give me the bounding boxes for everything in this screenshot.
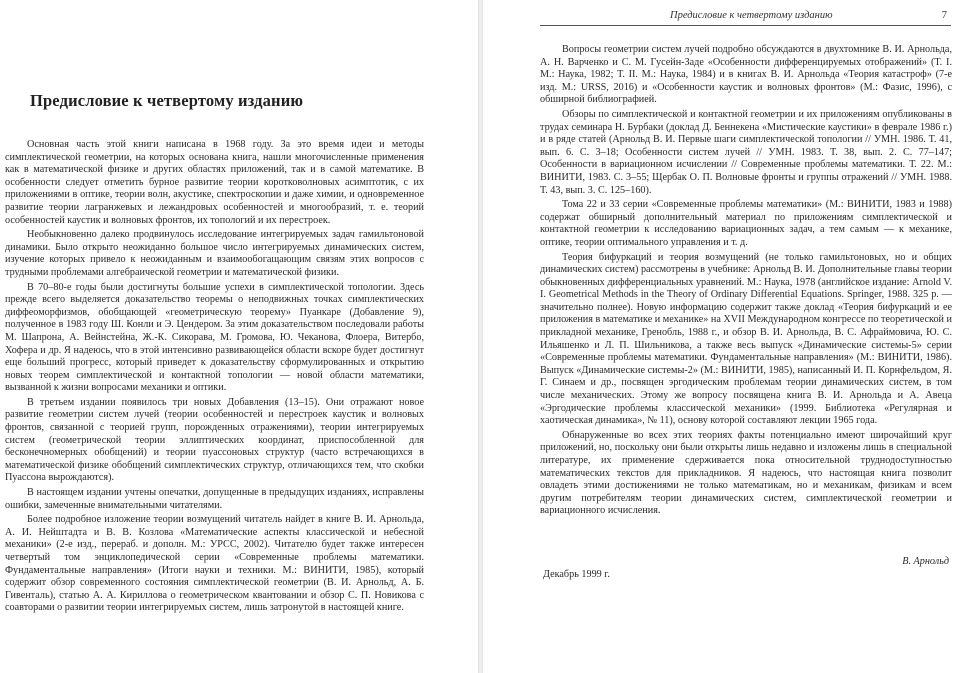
paragraph: Вопросы геометрии систем лучей подробно обсуждаются в двухтомнике В. И. Арнольда, А. Н. Варченко и С. М. Гусейн-Заде «Особенности дифференцируемых отображений» (Т. I. М.: Наука, 1982; Т. II. М.: Наука, 1984) и в книгах В. И. Арнольда «Теория катастроф» (7-е изд. М.: URSS, 2016) и «Особенности каустик и волновых фронтов» (М.: Фазис, 1996), с обширной библиографией. <box>540 44 952 106</box>
paragraph: Тома 22 и 33 серии «Современные проблемы математики» (М.: ВИНИТИ, 1983 и 1988) содержат обширный дополнительный материал по приложениям симплектической и контактной геометрии к исследованию вариационных задач, а тем самым — к механике, оптике, теории оптимального управления и т. д. <box>540 199 952 248</box>
paragraph: Обнаруженные во всех этих теориях факты потенциально имеют широчайший круг приложений, но, поскольку они были открыты лишь недавно и изложены лишь в специальной литературе, их применение сдерживается пока относительной труднодоступностью математических текстов для прикладников. Я надеюсь, что настоящая книга позволит овладеть этими достижениями не только математикам, но и механикам, физикам и всем другим потребителям теории динамических систем, симплектической геометрии и вариационного исчисления. <box>540 429 952 517</box>
right-page-body <box>540 44 952 520</box>
paragraph: Обзоры по симплектической и контактной геометрии и их приложениям опубликованы в трудах семинара Н. Бурбаки (доклад Д. Беннекена «Мистические каустики» в феврале 1986 г.) и в ряде статей (Арнольд В. И. Первые шаги симплектической топологии // УМН. 1986. Т. 41, вып. 6. С. 3–18; Особенности систем лучей // УМН. 1983. Т. 38, вып. 2. С. 77–147; Особенности в вариационном исчислении // Современные проблемы математики. Т. 22. М.: ВИНИТИ, 1983. С. 3–55; Щербак О. П. Волновые фронты и группы отражений // УМН. 1988. Т. 43, вып. 3. С. 125–160). <box>540 108 952 196</box>
page-number: 7 <box>941 10 947 21</box>
author-signature: В. Арнольд <box>902 556 949 567</box>
paragraph: В настоящем издании учтены опечатки, допущенные в предыдущих изданиях, исправлены ошибки, замеченные внимательными читателями. <box>5 487 424 511</box>
left-page-body <box>5 139 424 617</box>
right-page <box>483 0 961 673</box>
paragraph: В 70–80-е годы были достигнуты большие успехи в симплектической топологии. Здесь прежде всего выделяется доказательство теоремы о неподвижных точках симплектических диффеоморфизмов, обобщающей «геометрическую теорему» Пуанкаре (Добавление 9), полученное в 1983 году Ш. Конли и Э. Цендером. За этим доказательством последовали работы М. Шапрона, А. Вейнстейна, Ж.-К. Сикорава, М. Громова, Ю. Чеканова, Флоера, Витербо, Хофера и др. Я надеюсь, что в этой интенсивно развивающейся области вскоре будет достигнут еще больший прогресс, который приведет к доказательству сформулированных и открытию новых теорем симплектической и контактной топологии — новой области математики, вызванной к жизни вопросами механики и оптики. <box>5 281 424 394</box>
left-page <box>0 0 478 673</box>
paragraph: Основная часть этой книги написана в 1968 году. За это время идеи и методы симплектической геометрии, на которых основана книга, нашли многочисленные применения как в математической физике и других областях приложений, так и в самой математике. В особенности следует отметить бурное развитие теории коротковолновых асимптотик, с их приложениями в оптике, теории волн, акустике, спектроскопии и даже химии, и одновременное развитие теории лагранжевых и лежандровых особенностей и многообразий, т. е. теорий особенностей каустик и волновых фронтов, их топологий и их перестроек. <box>5 139 424 226</box>
preface-date: Декабрь 1999 г. <box>543 569 610 580</box>
running-title: Предисловие к четвертому изданию <box>670 10 833 21</box>
paragraph: Необыкновенно далеко продвинулось исследование интегрируемых задач гамильтоновой динамики. Было открыто неожиданно большое число интегрируемых динамических систем, изучение которых привело к неожиданным и взаимообогащающим связям этих вопросов с трудными проблемами алгебраической геометрии и математической физики. <box>5 229 424 278</box>
paragraph: Теория бифуркаций и теория возмущений (не только гамильтоновых, но и общих динамических систем) рассмотрены в учебнике: Арнольд В. И. Дополнительные главы теории обыкновенных дифференциальных уравнений. М.: Наука, 1978 (английское издание: Arnold V. I. Geometrical Methods in the Theory of Ordinary Differential Equations. Springer, 1988. 325 p. — значительно полнее). Новую информацию содержит также доклад «Теория бифуркаций и ее приложения в математике и механике» на XVII Международном конгрессе по теоретической и прикладной механике, Гренобль, 1988 г., и обзор В. И. Арнольда, В. С. Афраймовича, Ю. С. Ильяшенко и Л. П. Шильникова, а также весь выпуск «Динамические системы-5» серии «Современные проблемы математики. Фундаментальные направления» (М.: ВИНИТИ, 1986). Выпуск «Динамические системы-2» (М.: ВИНИТИ, 1985), написанный И. П. Корнфельдом, Я. Г. Синаем и др., посвящен эргодическим проблемам теории динамических систем, в том числе механических. Этому же вопросу посвящена книга В. И. Арнольда и А. Авеца «Эргодические проблемы классической механики» (1999. Библиотека «Регулярная и хаотическая динамика», № 11), основу которой составляют лекции 1965 года. <box>540 251 952 427</box>
running-header <box>540 9 951 26</box>
paragraph: В третьем издании появилось три новых Добавления (13–15). Они отражают новое развитие геометрии систем лучей (теории особенностей и перестроек каустик и волновых фронтов, связанной с теорией групп, порожденных отражениями), теории интегрируемых систем (геометрической теории эллиптических координат, приспособленной для бесконечномерных обобщений) и теории пуассоновых структур (часто встречающихся в математической физике обобщений симплектических структур, отличающихся тем, что скобки Пуассона вырождаются). <box>5 396 424 484</box>
paragraph: Более подробное изложение теории возмущений читатель найдет в книге В. И. Арнольда, А. И. Нейштадта и В. В. Козлова «Математические аспекты классической и небесной механики» (2-е изд., перераб. и дополн. М.: УРСС, 2002). Читателю будет также интересен четвертый том энциклопедической серии «Современные проблемы математики. Фундаментальные направления» (Итоги науки и техники. М.: ВИНИТИ, 1985), который содержит обзор современного состояния симплектической геометрии (В. И. Арнольд, А. Б. Гивенталь), статью А. А. Кириллова о геометрическом квантовании и обзор С. П. Новикова с соавторами о развитии теории интегрируемых систем, лишь затронутой в настоящей книге. <box>5 514 424 614</box>
preface-heading: Предисловие к четвертому изданию <box>30 91 304 110</box>
